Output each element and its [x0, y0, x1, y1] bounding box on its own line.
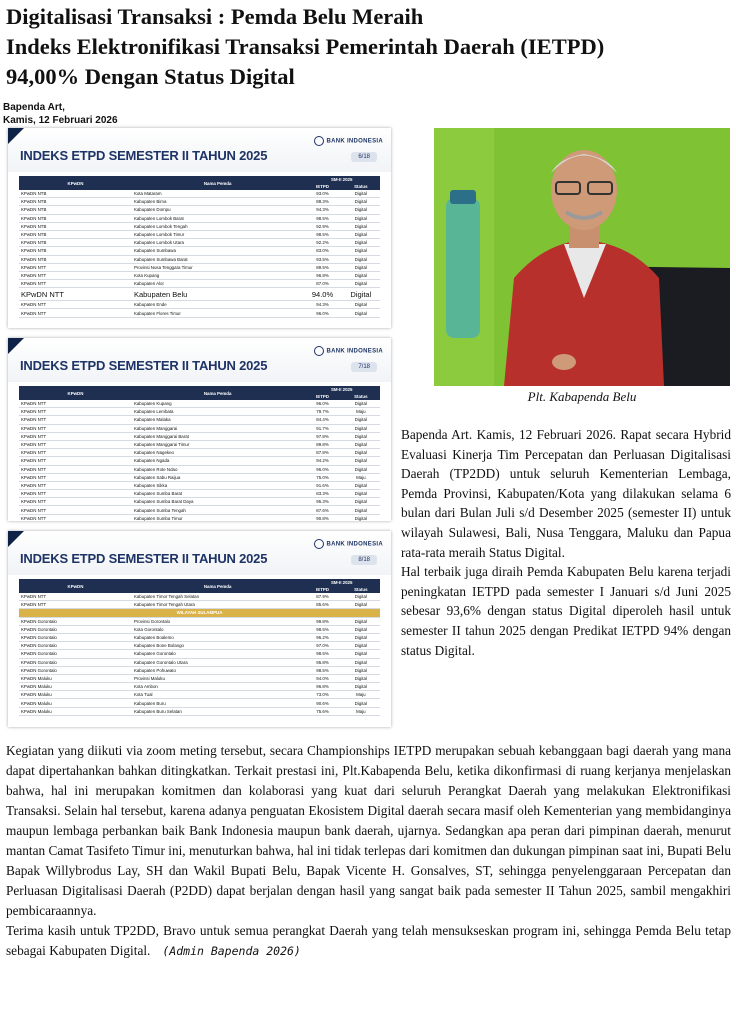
- cell-ietpd: 92.2%: [303, 239, 341, 247]
- cell-status: Digital: [342, 247, 380, 255]
- table-row: [19, 465, 380, 473]
- cell-ietpd: 85.6%: [303, 601, 341, 609]
- table-row: [19, 658, 380, 666]
- bank-logo-icon: [314, 136, 324, 146]
- cell-kpwdn: KPwDN NTB: [19, 247, 132, 255]
- slide-title: INDEKS ETPD SEMESTER II TAHUN 2025: [20, 551, 268, 566]
- cell-kpwdn: KPwDN Gorontalo: [19, 666, 132, 674]
- cell-status: Digital: [342, 514, 380, 521]
- table-row: [19, 699, 380, 707]
- cell-pemda: Kabupaten Sikka: [132, 481, 303, 489]
- portrait-illustration: [434, 128, 730, 386]
- cell-kpwdn: KPwDN NTT: [19, 593, 132, 601]
- cell-pemda: Kabupaten Manggarai: [132, 424, 303, 432]
- cell-pemda: Kabupaten Manggarai Timur: [132, 440, 303, 448]
- cell-kpwdn: KPwDN NTT: [19, 457, 132, 465]
- cell-status: Digital: [342, 416, 380, 424]
- table-row: [19, 432, 380, 440]
- header-sm: SM-II 2025: [303, 176, 380, 183]
- cell-kpwdn: KPwDN NTT: [19, 481, 132, 489]
- etpd-table: [19, 176, 380, 318]
- table-row: [19, 593, 380, 601]
- cell-ietpd: 96.0%: [303, 400, 341, 408]
- cell-status: Digital: [342, 222, 380, 230]
- table-section-row: [19, 609, 380, 617]
- slide-corner: [8, 128, 24, 144]
- body-paragraph-2: [6, 921, 731, 961]
- table-row: [19, 457, 380, 465]
- cell-pemda: Kabupaten Timor Tengah Selatan: [132, 593, 303, 601]
- byline-date: Kamis, 12 Februari 2026: [3, 115, 118, 126]
- cell-pemda: Kabupaten Dompu: [132, 206, 303, 214]
- header-ietpd: IETPD: [303, 183, 341, 190]
- table-row: [19, 190, 380, 198]
- cell-pemda: Kabupaten Pohuwato: [132, 666, 303, 674]
- cell-status: Digital: [342, 280, 380, 288]
- cell-pemda: Kota Kupang: [132, 271, 303, 279]
- cell-ietpd: 94.3%: [303, 206, 341, 214]
- cell-kpwdn: KPwDN Maluku: [19, 707, 132, 715]
- title-line-1: Digitalisasi Transaksi : Pemda Belu Meraih: [6, 4, 424, 29]
- cell-pemda: Kabupaten Boalemo: [132, 633, 303, 641]
- table-row: [19, 424, 380, 432]
- cell-status: Digital: [342, 432, 380, 440]
- cell-ietpd: 97.8%: [303, 432, 341, 440]
- cell-ietpd: 93.5%: [303, 255, 341, 263]
- cell-pemda: Kabupaten Lombok Tengah: [132, 222, 303, 230]
- table-row: [19, 416, 380, 424]
- cell-pemda: Kabupaten Gorontalo: [132, 650, 303, 658]
- body-paragraph-2-text: Terima kasih untuk TP2DD, Bravo untuk semua perangkat Daerah yang telah mensukseskan program ini, sehingga Pemda Belu tetap sebagai Kabupaten Digital.: [6, 923, 731, 958]
- cell-status: Digital: [342, 214, 380, 222]
- cell-ietpd: 83.0%: [303, 247, 341, 255]
- cell-status: Digital: [342, 625, 380, 633]
- cell-kpwdn: KPwDN NTB: [19, 198, 132, 206]
- photo-caption: Plt. Kabapenda Belu: [527, 389, 637, 404]
- cell-status: Digital: [342, 465, 380, 473]
- cell-pemda: Kabupaten Kupang: [132, 400, 303, 408]
- table-row: [19, 498, 380, 506]
- cell-kpwdn: KPwDN NTT: [19, 498, 132, 506]
- header-pemda: Nama Pemda: [132, 176, 303, 190]
- cell-ietpd: 89.5%: [303, 263, 341, 271]
- cell-pemda: Kabupaten Belu: [132, 288, 303, 301]
- table-row: [19, 601, 380, 609]
- cell-ietpd: 95.8%: [303, 658, 341, 666]
- cell-kpwdn: KPwDN Gorontalo: [19, 617, 132, 625]
- cell-status: Digital: [342, 490, 380, 498]
- cell-kpwdn: KPwDN NTT: [19, 449, 132, 457]
- bank-indonesia-logo: [314, 539, 383, 549]
- cell-status: Digital: [342, 633, 380, 641]
- cell-status: Digital: [342, 198, 380, 206]
- cell-ietpd: 84.4%: [303, 416, 341, 424]
- cell-ietpd: 90.8%: [303, 514, 341, 521]
- cell-status: Digital: [342, 683, 380, 691]
- table-row: [19, 674, 380, 682]
- cell-ietpd: 79.7%: [303, 408, 341, 416]
- slide-page-number: 7/18: [351, 362, 377, 372]
- cell-kpwdn: KPwDN NTT: [19, 440, 132, 448]
- cell-status: Digital: [342, 658, 380, 666]
- cell-status: Digital: [342, 617, 380, 625]
- cell-pemda: Kota Gorontalo: [132, 625, 303, 633]
- cell-kpwdn: KPwDN NTT: [19, 271, 132, 279]
- table-row: [19, 263, 380, 271]
- header-status: Status: [342, 183, 380, 190]
- bank-indonesia-logo: [314, 136, 383, 146]
- byline-author: Bapenda Art,: [3, 102, 65, 113]
- cell-kpwdn: KPwDN NTT: [19, 280, 132, 288]
- table-row: [19, 198, 380, 206]
- cell-kpwdn: KPwDN Gorontalo: [19, 650, 132, 658]
- slide-title: INDEKS ETPD SEMESTER II TAHUN 2025: [20, 148, 268, 163]
- cell-pemda: Kabupaten Lombok Timur: [132, 230, 303, 238]
- header-sm: SM-II 2025: [303, 579, 380, 586]
- slide-etpd-6: [8, 128, 391, 328]
- bank-name: BANK INDONESIA: [326, 541, 383, 548]
- table-row: [19, 280, 380, 288]
- table-row: [19, 707, 380, 715]
- cell-pemda: Kabupaten Sumba Tengah: [132, 506, 303, 514]
- cell-status: Digital: [342, 301, 380, 309]
- cell-kpwdn: KPwDN Gorontalo: [19, 625, 132, 633]
- cell-pemda: Kabupaten Sabu Raijua: [132, 473, 303, 481]
- cell-status: Digital: [342, 400, 380, 408]
- cell-pemda: Kabupaten Lembata: [132, 408, 303, 416]
- cell-ietpd: 83.3%: [303, 490, 341, 498]
- cell-ietpd: 92.9%: [303, 222, 341, 230]
- cell-pemda: Kabupaten Buru Selatan: [132, 707, 303, 715]
- cell-status: Digital: [342, 449, 380, 457]
- cell-ietpd: 99.8%: [303, 617, 341, 625]
- header-status: Status: [342, 586, 380, 593]
- cell-pemda: Kabupaten Sumbawa Barat: [132, 255, 303, 263]
- cell-kpwdn: KPwDN NTT: [19, 432, 132, 440]
- cell-kpwdn: KPwDN NTT: [19, 416, 132, 424]
- cell-kpwdn: KPwDN Maluku: [19, 691, 132, 699]
- table-row: [19, 222, 380, 230]
- cell-status: Digital: [342, 309, 380, 317]
- cell-kpwdn: KPwDN NTT: [19, 288, 132, 301]
- table-row: [19, 288, 380, 301]
- table-row: [19, 440, 380, 448]
- table-row: [19, 301, 380, 309]
- cell-status: Digital: [342, 230, 380, 238]
- cell-pemda: Kabupaten Buru: [132, 699, 303, 707]
- cell-status: Digital: [342, 440, 380, 448]
- cell-kpwdn: KPwDN Gorontalo: [19, 633, 132, 641]
- cell-ietpd: 75.0%: [303, 473, 341, 481]
- cell-status: Digital: [342, 498, 380, 506]
- table-row: [19, 449, 380, 457]
- cell-status: Digital: [342, 206, 380, 214]
- bank-logo-icon: [314, 346, 324, 356]
- cell-kpwdn: KPwDN Gorontalo: [19, 658, 132, 666]
- cell-kpwdn: KPwDN NTT: [19, 301, 132, 309]
- cell-kpwdn: KPwDN NTT: [19, 465, 132, 473]
- cell-kpwdn: KPwDN NTB: [19, 222, 132, 230]
- bank-indonesia-logo: [314, 346, 383, 356]
- table-header-row: [19, 579, 380, 586]
- table-row: [19, 666, 380, 674]
- cell-ietpd: 96.8%: [303, 683, 341, 691]
- header-status: Status: [342, 393, 380, 400]
- table-row: [19, 625, 380, 633]
- cell-pemda: Kabupaten Bone Bolango: [132, 642, 303, 650]
- cell-status: Digital: [342, 674, 380, 682]
- cell-status: Digital: [342, 666, 380, 674]
- cell-ietpd: 96.2%: [303, 633, 341, 641]
- table-row: [19, 481, 380, 489]
- side-paragraph-1: Bapenda Art. Kamis, 12 Februari 2026. Rapat secara Hybrid Evaluasi Kinerja Tim Percepatan dan Perluasan Digitalisasi Daerah (TP2DD) untuk seluruh Kementerian Lembaga, Pemda Provinsi, Kabupaten/Kota yang dilakukan selama 6 bulan dari Bulan Juli s/d Desember 2025 (semester II) untuk wilayah Sulawesi, Bali, Nusa Tenggara, Maluku dan Papua rata-rata meraih Status Digital.: [401, 427, 731, 560]
- cell-ietpd: 93.0%: [303, 190, 341, 198]
- table-row: [19, 247, 380, 255]
- table-row: [19, 214, 380, 222]
- cell-pemda: Kabupaten Lombok Barat: [132, 214, 303, 222]
- cell-kpwdn: KPwDN Maluku: [19, 683, 132, 691]
- header-pemda: Nama Pemda: [132, 386, 303, 400]
- cell-kpwdn: KPwDN NTT: [19, 490, 132, 498]
- cell-ietpd: 96.0%: [303, 465, 341, 473]
- cell-kpwdn: KPwDN NTT: [19, 506, 132, 514]
- cell-pemda: Kabupaten Gorontalo Utara: [132, 658, 303, 666]
- cell-ietpd: 96.0%: [303, 309, 341, 317]
- table-row: [19, 473, 380, 481]
- table-row: [19, 642, 380, 650]
- table-header-row: [19, 386, 380, 393]
- table-row: [19, 617, 380, 625]
- cell-status: Digital: [342, 263, 380, 271]
- slide-corner: [8, 338, 24, 354]
- photo-kabapenda: [434, 128, 730, 386]
- header-pemda: Nama Pemda: [132, 579, 303, 593]
- header-sm: SM-II 2025: [303, 386, 380, 393]
- slide-title: INDEKS ETPD SEMESTER II TAHUN 2025: [20, 358, 268, 373]
- cell-pemda: Kabupaten Malaka: [132, 416, 303, 424]
- section-label: WILAYAH SULAMPUA: [19, 609, 380, 617]
- cell-status: Maju: [342, 707, 380, 715]
- cell-ietpd: 75.6%: [303, 707, 341, 715]
- table-row: [19, 514, 380, 521]
- cell-pemda: Kota Ambon: [132, 683, 303, 691]
- cell-ietpd: 94.0%: [303, 288, 341, 301]
- header-ietpd: IETPD: [303, 586, 341, 593]
- cell-status: Digital: [342, 271, 380, 279]
- slide-etpd-8: [8, 531, 391, 727]
- cell-status: Digital: [342, 601, 380, 609]
- cell-ietpd: 98.5%: [303, 214, 341, 222]
- side-column-text: [401, 425, 731, 660]
- signature: (Admin Bapenda 2026): [162, 944, 301, 958]
- slide-page-number: 8/18: [351, 555, 377, 565]
- table-row: [19, 400, 380, 408]
- table-row: [19, 408, 380, 416]
- cell-status: Digital: [342, 424, 380, 432]
- cell-status: Digital: [342, 190, 380, 198]
- cell-status: Digital: [342, 506, 380, 514]
- table-row: [19, 309, 380, 317]
- cell-status: Digital: [342, 642, 380, 650]
- cell-kpwdn: KPwDN NTT: [19, 473, 132, 481]
- byline: [3, 101, 118, 127]
- cell-ietpd: 94.3%: [303, 301, 341, 309]
- cell-pemda: Kabupaten Timor Tengah Utara: [132, 601, 303, 609]
- cell-ietpd: 94.2%: [303, 457, 341, 465]
- slide-page-number: 6/18: [351, 152, 377, 162]
- cell-pemda: Kota Mataram: [132, 190, 303, 198]
- cell-status: Digital: [342, 699, 380, 707]
- cell-pemda: Kabupaten Sumba Timur: [132, 514, 303, 521]
- cell-status: Digital: [342, 481, 380, 489]
- table-row: [19, 206, 380, 214]
- cell-kpwdn: KPwDN Gorontalo: [19, 642, 132, 650]
- cell-ietpd: 91.6%: [303, 481, 341, 489]
- slide-etpd-7: [8, 338, 391, 521]
- header-ietpd: IETPD: [303, 393, 341, 400]
- cell-status: Digital: [342, 593, 380, 601]
- header-kpwdn: KPwDN: [19, 176, 132, 190]
- cell-ietpd: 90.6%: [303, 699, 341, 707]
- cell-ietpd: 73.0%: [303, 691, 341, 699]
- cell-ietpd: 91.7%: [303, 424, 341, 432]
- table-header-row: [19, 176, 380, 183]
- table-row: [19, 271, 380, 279]
- cell-status: Maju: [342, 408, 380, 416]
- etpd-table: [19, 579, 380, 716]
- table-row: [19, 506, 380, 514]
- cell-pemda: Kabupaten Alor: [132, 280, 303, 288]
- title-line-3: 94,00% Dengan Status Digital: [6, 64, 295, 89]
- cell-kpwdn: KPwDN Maluku: [19, 674, 132, 682]
- cell-status: Digital: [342, 255, 380, 263]
- cell-kpwdn: KPwDN NTT: [19, 408, 132, 416]
- cell-pemda: Provinsi Nusa Tenggara Timur: [132, 263, 303, 271]
- article-body: [6, 741, 731, 961]
- cell-ietpd: 98.5%: [303, 625, 341, 633]
- cell-pemda: Kabupaten Ende: [132, 301, 303, 309]
- cell-kpwdn: KPwDN NTB: [19, 239, 132, 247]
- cell-kpwdn: KPwDN NTT: [19, 263, 132, 271]
- cell-status: Digital: [342, 650, 380, 658]
- cell-kpwdn: KPwDN NTT: [19, 601, 132, 609]
- header-kpwdn: KPwDN: [19, 579, 132, 593]
- title-line-2: Indeks Elektronifikasi Transaksi Pemerintah Daerah (IETPD): [6, 34, 605, 59]
- cell-ietpd: 97.0%: [303, 642, 341, 650]
- cell-status: Maju: [342, 691, 380, 699]
- cell-pemda: Provinsi Gorontalo: [132, 617, 303, 625]
- cell-status: Digital: [342, 457, 380, 465]
- cell-ietpd: 87.8%: [303, 449, 341, 457]
- cell-kpwdn: KPwDN Maluku: [19, 699, 132, 707]
- cell-kpwdn: KPwDN NTB: [19, 206, 132, 214]
- cell-status: Digital: [342, 288, 380, 301]
- cell-kpwdn: KPwDN NTT: [19, 424, 132, 432]
- table-row: [19, 650, 380, 658]
- cell-kpwdn: KPwDN NTB: [19, 230, 132, 238]
- cell-pemda: Kabupaten Nagekeo: [132, 449, 303, 457]
- cell-pemda: Kota Tual: [132, 691, 303, 699]
- cell-pemda: Kabupaten Sumba Barat Daya: [132, 498, 303, 506]
- etpd-table: [19, 386, 380, 521]
- cell-pemda: Kabupaten Sumba Barat: [132, 490, 303, 498]
- body-paragraph-1: Kegiatan yang diikuti via zoom meting tersebut, secara Championships IETPD merupakan sebuah kebanggaan bagi daerah yang mana dapat dipertahankan bahkan ditingkatkan. Terkait prestasi ini, Plt.Kabapenda Belu, ketika dikonfirmasi di ruang kerjanya menjelaskan bahwa, hal ini merupakan komitmen dan kolaborasi yang kuat dari seluruh Perangkat Daerah yang melakukan Elektronifikasi Transaksi. Selain hal tersebut, karena adanya penguatan Ekosistem Digital daerah secara masif oleh Kementerian yang membidanginya maupun lembaga perbankan baik Bank Indonesia maupun bank daerah, ujarnya. Sedangkan apa peran dari pimpinan daerah, menurut mantan Camat Tasifeto Timur ini, menuturkan bahwa, hal ini tidak terlepas dari komitmen dan dukungan pimpinan saat ini, Bupati Belu Bapak Willybrodus Lay, SH dan Wakil Bupati Belu, Bapak Vicente H. Gonsalves, ST, sehingga penyelenggaraan Percepatan dan Perluasan Digitalisasi Daerah (P2DD) dapat berjalan dengan hasil yang sangat baik pada semester II Tahun 2025, sambil mengakhiri pembicaraannya.: [6, 743, 731, 918]
- cell-kpwdn: KPwDN NTT: [19, 514, 132, 521]
- cell-ietpd: 98.5%: [303, 650, 341, 658]
- cell-ietpd: 87.0%: [303, 280, 341, 288]
- table-row: [19, 490, 380, 498]
- table-row: [19, 691, 380, 699]
- article-title: [6, 2, 732, 92]
- cell-ietpd: 98.5%: [303, 230, 341, 238]
- header-kpwdn: KPwDN: [19, 386, 132, 400]
- cell-pemda: Kabupaten Lombok Utara: [132, 239, 303, 247]
- cell-status: Digital: [342, 239, 380, 247]
- table-row: [19, 633, 380, 641]
- slide-corner: [8, 531, 24, 547]
- table-row: [19, 683, 380, 691]
- cell-kpwdn: KPwDN NTB: [19, 214, 132, 222]
- cell-ietpd: 98.5%: [303, 666, 341, 674]
- bank-name: BANK INDONESIA: [326, 348, 383, 355]
- table-row: [19, 239, 380, 247]
- side-paragraph-2: Hal terbaik juga diraih Pemda Kabupaten Belu karena terjadi peningkatan IETPD pada semester I Januari s/d Juni 2025 sebesar 93,6% dengan status Digital diperoleh hasil untuk semester II tahun 2025 dengan Predikat IETPD 94% dengan status Digital.: [401, 564, 731, 658]
- cell-kpwdn: KPwDN NTT: [19, 400, 132, 408]
- cell-pemda: Kabupaten Rote Ndao: [132, 465, 303, 473]
- table-row: [19, 230, 380, 238]
- bank-logo-icon: [314, 539, 324, 549]
- cell-ietpd: 89.8%: [303, 440, 341, 448]
- cell-ietpd: 88.3%: [303, 198, 341, 206]
- cell-pemda: Kabupaten Bima: [132, 198, 303, 206]
- table-row: [19, 255, 380, 263]
- cell-ietpd: 95.3%: [303, 498, 341, 506]
- cell-pemda: Kabupaten Manggarai Barat: [132, 432, 303, 440]
- cell-ietpd: 94.0%: [303, 674, 341, 682]
- cell-pemda: Kabupaten Ngada: [132, 457, 303, 465]
- cell-kpwdn: KPwDN NTB: [19, 190, 132, 198]
- cell-status: Maju: [342, 473, 380, 481]
- cell-ietpd: 87.6%: [303, 506, 341, 514]
- cell-ietpd: 96.8%: [303, 271, 341, 279]
- cell-pemda: Kabupaten Flores Timur: [132, 309, 303, 317]
- cell-kpwdn: KPwDN NTB: [19, 255, 132, 263]
- bank-name: BANK INDONESIA: [326, 138, 383, 145]
- cell-pemda: Provinsi Maluku: [132, 674, 303, 682]
- cell-kpwdn: KPwDN NTT: [19, 309, 132, 317]
- cell-pemda: Kabupaten Sumbawa: [132, 247, 303, 255]
- cell-ietpd: 87.9%: [303, 593, 341, 601]
